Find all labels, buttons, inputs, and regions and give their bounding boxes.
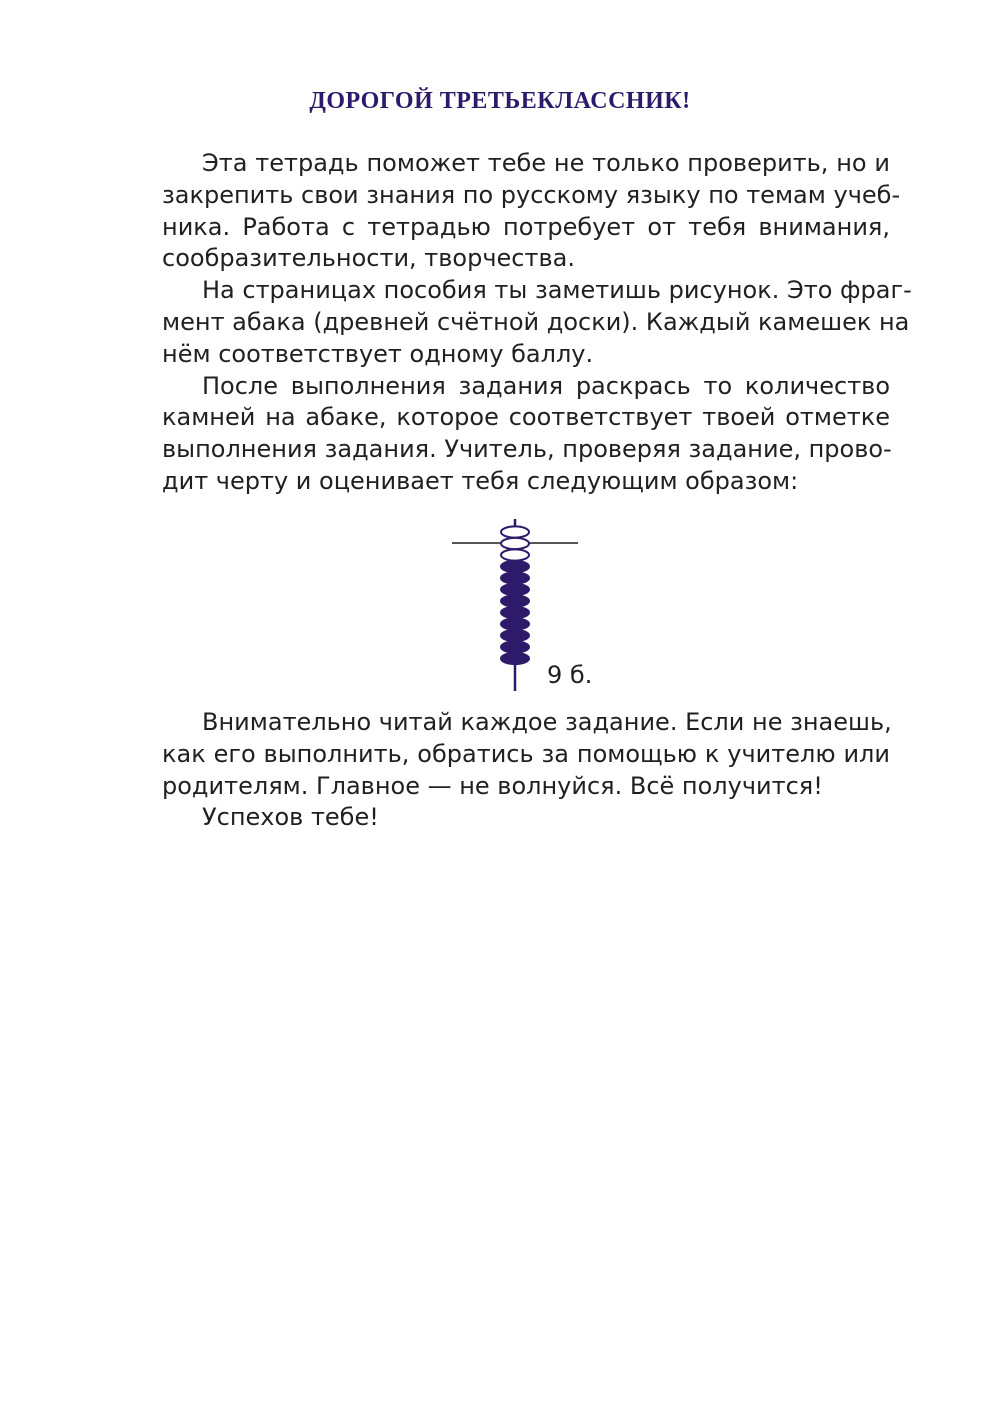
intro-line: мент абака (древней счётной доски). Каждый камешек на: [162, 307, 910, 336]
abacus-stone-filled: [501, 630, 529, 641]
closing-line: Внимательно читай каждое задание. Если не знаешь,: [202, 708, 892, 736]
abacus-stone-filled: [501, 607, 529, 618]
abacus-stone-filled: [501, 561, 529, 572]
intro-line: Эта тетрадь поможет тебе не только проверить, но и: [202, 149, 890, 177]
abacus-figure: [440, 515, 620, 695]
abacus-stone-empty: [501, 538, 529, 549]
abacus-stone-filled: [501, 641, 529, 652]
closing-line: как его выполнить, обратись за помощью к учителю или: [162, 739, 890, 768]
abacus-stone-filled: [501, 572, 529, 583]
abacus-stone-filled: [501, 618, 529, 629]
abacus-stone-filled: [501, 653, 529, 664]
intro-line: камней на абаке, которое соответствует твоей отметке: [162, 403, 890, 432]
intro-line: На страницах пособия ты заметишь рисунок. Это фраг-: [202, 276, 912, 305]
abacus-stone-empty: [501, 549, 529, 560]
page-title: ДОРОГОЙ ТРЕТЬЕКЛАССНИК!: [309, 88, 691, 114]
intro-text: [162, 148, 912, 498]
intro-line: выполнения задания. Учитель, проверяя задание, прово-: [162, 435, 892, 464]
intro-line: ника. Работа с тетрадью потребует от тебя внимания,: [162, 212, 890, 241]
closing-text: [162, 707, 890, 834]
abacus-score-label: 9 б.: [547, 661, 593, 689]
intro-line: закрепить свои знания по русскому языку по темам учеб-: [162, 180, 901, 209]
closing-line: родителям. Главное — не волнуйся. Всё получится!: [162, 771, 823, 800]
intro-line: сообразительности, творчества.: [162, 244, 575, 273]
intro-line: дит черту и оценивает тебя следующим образом:: [162, 466, 799, 495]
intro-line: нём соответствует одному баллу.: [162, 339, 594, 368]
abacus-stone-filled: [501, 584, 529, 595]
abacus-stone-empty: [501, 526, 529, 537]
abacus-stone-filled: [501, 595, 529, 606]
closing-line: Успехов тебе!: [202, 803, 379, 832]
intro-line: После выполнения задания раскрась то количество: [202, 371, 890, 400]
